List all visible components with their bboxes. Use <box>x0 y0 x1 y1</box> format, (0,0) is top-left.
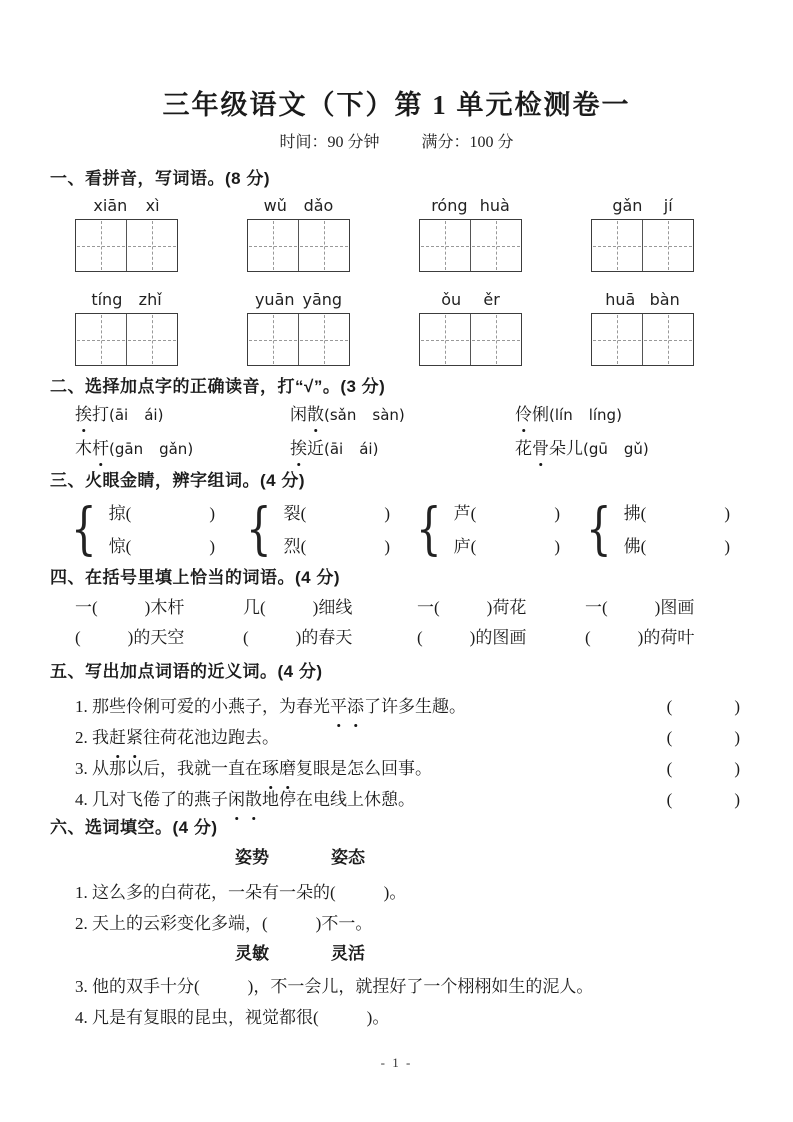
tian-cell <box>471 220 521 271</box>
pinyin-label: ǒu ěr <box>441 290 500 309</box>
left-paren: ( <box>470 504 477 523</box>
fill-blank-grid <box>75 597 793 649</box>
word-choice-pair-1: 姿势 姿态 <box>235 848 365 867</box>
answer-blank <box>667 691 740 722</box>
tian-cell <box>127 220 177 271</box>
writing-box <box>247 219 350 272</box>
left-paren: ( <box>194 977 200 996</box>
page-subtitle <box>0 132 793 154</box>
brace-glyph: { <box>586 497 612 562</box>
section-1-header: 一、看拼音，写词语。(8 分) <box>50 169 270 188</box>
page-number: - 1 - <box>380 1055 413 1070</box>
character-pair: { 拂( ) 佛( ) <box>586 497 730 562</box>
writing-box <box>419 219 522 272</box>
character-pair: { 掠( ) 惊( ) <box>71 497 215 562</box>
right-paren: ) <box>642 440 649 458</box>
left-paren: ( <box>434 598 440 617</box>
left-paren: ( <box>666 728 673 747</box>
fill-blank-item: 几( )细线 <box>243 598 353 617</box>
dotted-word: 平添 <box>330 691 364 722</box>
left-paren: ( <box>125 537 132 556</box>
word-group <box>247 290 350 366</box>
word-group <box>591 196 694 272</box>
right-paren: ) <box>384 504 390 523</box>
word-group <box>247 196 350 272</box>
pronunciation-item: 花骨朵儿(gū gǔ) <box>515 437 793 461</box>
tian-cell <box>643 314 693 365</box>
pinyin-label: xiān xì <box>93 196 160 215</box>
right-paren: ) <box>637 628 644 647</box>
section-2-header: 二、选择加点字的正确读音，打“√”。(3 分) <box>50 377 386 396</box>
word-group <box>591 290 694 366</box>
tian-cell <box>420 314 471 365</box>
tian-cell <box>299 220 349 271</box>
page-title: 三年级语文（下）第 1 单元检测卷一 <box>162 90 631 120</box>
left-paren: ( <box>109 406 115 424</box>
tian-cell <box>471 314 521 365</box>
left-paren: ( <box>470 537 477 556</box>
pinyin-box-row-1 <box>75 196 793 272</box>
right-paren: ) <box>295 628 302 647</box>
answer-blank <box>667 784 740 815</box>
score-label: 满分：100 分 <box>421 134 514 151</box>
brace-glyph: { <box>246 497 272 562</box>
tian-cell <box>592 220 643 271</box>
left-paren: ( <box>666 697 673 716</box>
right-paren: ) <box>554 504 560 523</box>
right-paren: ) <box>616 406 622 424</box>
left-paren: ( <box>549 406 555 424</box>
dotted-char: 伶 <box>515 403 532 427</box>
left-paren: ( <box>324 440 330 458</box>
left-paren: ( <box>585 628 591 647</box>
sentence-item <box>75 722 793 753</box>
answer-blank <box>667 753 740 784</box>
right-paren: ) <box>383 883 390 902</box>
sentence-item <box>75 691 793 722</box>
left-paren: ( <box>640 504 647 523</box>
right-paren: ) <box>469 628 476 647</box>
pronunciation-item: 闲散(sǎn sàn) <box>290 403 515 427</box>
left-paren: ( <box>125 504 132 523</box>
left-paren: ( <box>330 883 336 902</box>
pronunciation-item: 木杆(gān gǎn) <box>75 437 290 461</box>
right-paren: ) <box>187 440 194 458</box>
right-paren: ) <box>734 728 740 747</box>
sentence-item <box>75 753 793 784</box>
writing-box <box>247 313 350 366</box>
time-label: 时间：90 分钟 <box>279 134 380 151</box>
left-paren: ( <box>602 598 608 617</box>
brace-glyph: { <box>71 497 97 562</box>
character-pair: { 裂( ) 烈( ) <box>246 497 390 562</box>
fill-blank-item: 一( )图画 <box>585 598 695 617</box>
left-paren: ( <box>417 628 423 647</box>
pinyin-label: yuān yāng <box>254 290 343 309</box>
right-paren: ) <box>384 537 390 556</box>
tian-cell <box>248 220 299 271</box>
sentence-text: 1. 那些伶俐可爱的小燕子，为春光平添了许多生趣。 <box>75 691 466 722</box>
word-choice-pair-2: 灵敏 灵活 <box>235 944 365 963</box>
sentence-item: 3. 他的双手十分( )，不一会儿，就捏好了一个栩栩如生的泥人。 <box>75 977 594 996</box>
dotted-word: 闲散 <box>228 784 262 815</box>
pronunciation-item: 挨打(āi ái) <box>75 403 290 427</box>
dotted-char: 挨 <box>290 437 307 461</box>
left-paren: ( <box>75 628 81 647</box>
right-paren: ) <box>157 406 164 424</box>
right-paren: ) <box>312 598 319 617</box>
right-paren: ) <box>209 504 215 523</box>
pinyin-label: wǔ dǎo <box>263 196 334 215</box>
tian-cell <box>643 220 693 271</box>
right-paren: ) <box>372 440 379 458</box>
word-choice-items-1 <box>75 877 793 939</box>
synonym-items <box>0 691 793 815</box>
section-4-header: 四、在括号里填上恰当的词语。(4 分) <box>50 568 340 587</box>
pinyin-label: róng huà <box>431 196 510 215</box>
word-group <box>419 196 522 272</box>
section-6-header: 六、选词填空。(4 分) <box>50 818 218 837</box>
answer-blank <box>667 722 740 753</box>
dotted-char: 杆 <box>92 437 109 461</box>
section-5-header: 五、写出加点词语的近义词。(4 分) <box>50 662 323 681</box>
brace-glyph: { <box>416 497 442 562</box>
right-paren: ) <box>144 598 151 617</box>
word-group <box>419 290 522 366</box>
character-pair: { 芦( ) 庐( ) <box>416 497 560 562</box>
right-paren: ) <box>315 914 322 933</box>
dotted-char: 挨 <box>75 403 92 427</box>
right-paren: ) <box>724 504 730 523</box>
sentence-item <box>75 784 793 815</box>
pronunciation-item: 伶俐(lín líng) <box>515 403 793 427</box>
right-paren: ) <box>127 628 134 647</box>
tian-cell <box>248 314 299 365</box>
fill-blank-item: ( )的图画 <box>417 628 527 647</box>
fill-blank-item: 一( )木杆 <box>75 598 185 617</box>
word-group <box>75 196 178 272</box>
writing-box <box>591 313 694 366</box>
pinyin-label: gǎn jí <box>612 196 673 215</box>
right-paren: ) <box>724 537 730 556</box>
left-paren: ( <box>666 790 673 809</box>
right-paren: ) <box>247 977 254 996</box>
fill-blank-item: ( )的天空 <box>75 628 185 647</box>
fill-blank-item: ( )的春天 <box>243 628 353 647</box>
left-paren: ( <box>324 406 330 424</box>
right-paren: ) <box>554 537 560 556</box>
right-paren: ) <box>209 537 215 556</box>
left-paren: ( <box>583 440 589 458</box>
left-paren: ( <box>300 504 307 523</box>
character-pairs-row <box>71 497 793 563</box>
sentence-item: 1. 这么多的白荷花，一朵有一朵的( )。 <box>75 883 407 902</box>
sentence-text: 4. 几对飞倦了的燕子闲散地停在电线上休憩。 <box>75 784 415 815</box>
right-paren: ) <box>398 406 405 424</box>
word-choice-items-2 <box>75 971 793 1033</box>
pinyin-box-row-2 <box>75 290 793 366</box>
dotted-word: 琢磨 <box>262 753 296 784</box>
right-paren: ) <box>366 1008 373 1027</box>
fill-blank-item: ( )的荷叶 <box>585 628 695 647</box>
dotted-char: 骨 <box>532 437 549 461</box>
right-paren: ) <box>486 598 493 617</box>
tian-cell <box>420 220 471 271</box>
word-group <box>75 290 178 366</box>
pinyin-label: huā bàn <box>605 290 680 309</box>
section-3-header: 三、火眼金睛，辨字组词。(4 分) <box>50 471 305 490</box>
writing-box <box>419 313 522 366</box>
sentence-item: 4. 凡是有复眼的昆虫，视觉都很( )。 <box>75 1008 390 1027</box>
left-paren: ( <box>262 914 268 933</box>
left-paren: ( <box>313 1008 319 1027</box>
tian-cell <box>127 314 177 365</box>
right-paren: ) <box>734 697 740 716</box>
pronunciation-item: 挨近(āi ái) <box>290 437 515 461</box>
dotted-word: 赶紧 <box>109 722 143 753</box>
right-paren: ) <box>734 790 740 809</box>
left-paren: ( <box>243 628 249 647</box>
left-paren: ( <box>300 537 307 556</box>
left-paren: ( <box>666 759 673 778</box>
tian-cell <box>299 314 349 365</box>
left-paren: ( <box>109 440 115 458</box>
writing-box <box>75 313 178 366</box>
pinyin-label: tíng zhǐ <box>91 290 162 309</box>
pronunciation-grid <box>75 403 793 461</box>
tian-cell <box>76 314 127 365</box>
fill-blank-item: 一( )荷花 <box>417 598 527 617</box>
writing-box <box>75 219 178 272</box>
tian-cell <box>76 220 127 271</box>
right-paren: ) <box>734 759 740 778</box>
sentence-item: 2. 天上的云彩变化多端，( )不一。 <box>75 914 373 933</box>
writing-box <box>591 219 694 272</box>
left-paren: ( <box>92 598 98 617</box>
sentence-text: 2. 我赶紧往荷花池边跑去。 <box>75 722 279 753</box>
tian-cell <box>592 314 643 365</box>
left-paren: ( <box>640 537 647 556</box>
left-paren: ( <box>260 598 266 617</box>
sentence-text: 3. 从那以后，我就一直在琢磨复眼是怎么回事。 <box>75 753 432 784</box>
dotted-char: 散 <box>307 403 324 427</box>
right-paren: ) <box>654 598 661 617</box>
